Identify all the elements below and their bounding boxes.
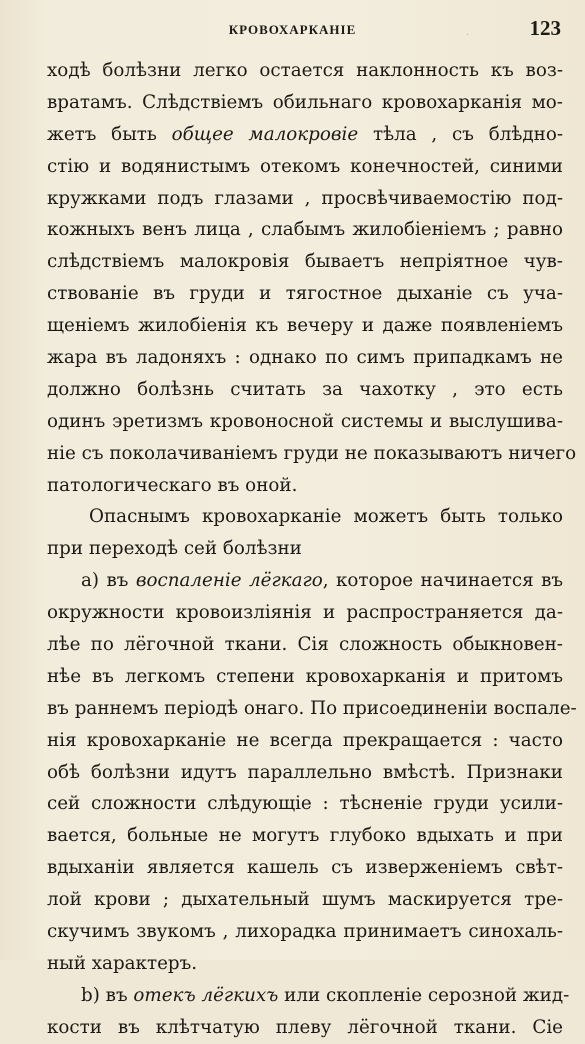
body-text: [47, 55, 577, 1044]
text-line: [47, 693, 577, 725]
text-run: , которое начинается въ: [322, 570, 564, 592]
text-line: [47, 1012, 563, 1044]
text-run: скучимъ звукомъ , лихорадка принимаетъ синохаль-: [47, 921, 563, 943]
text-line: [47, 820, 563, 852]
text-line: [47, 87, 563, 119]
text-run: щеніемъ жилобіенія къ вечеру и даже появленіемъ: [47, 315, 563, 337]
text-run: слѣдствіемъ малокровія бываетъ непріятное чув-: [47, 251, 563, 273]
page-number: 123: [529, 16, 561, 40]
text-run: при переходѣ сей болѣзни: [47, 538, 302, 560]
text-run: кожныхъ венъ лица , слабымъ жилобіеніемъ ; равно: [47, 219, 563, 241]
text-line: [47, 278, 563, 310]
text-run: окружности кровоизліянія и распространяется да-: [47, 602, 563, 624]
text-line: [47, 916, 563, 948]
text-run: a) въ: [81, 570, 136, 592]
text-line: [47, 214, 563, 246]
text-line: [47, 470, 563, 502]
text-line: [47, 151, 563, 183]
italic-term: отекъ лёгкихъ: [133, 984, 279, 1006]
text-run: тѣла , съ блѣдно-: [358, 123, 563, 145]
text-run: кружками подъ глазами , просвѣчиваемостію под-: [47, 187, 563, 209]
text-run: вдыханіи является кашель съ изверженіемъ свѣт-: [47, 857, 563, 879]
text-line: [47, 310, 563, 342]
text-line: [47, 948, 563, 980]
text-line: [47, 597, 563, 629]
text-line: [47, 406, 563, 438]
text-line: [47, 55, 563, 87]
text-run: лой крови ; дыхательный шумъ маскируется тре-: [47, 889, 563, 911]
text-run: одинъ эретизмъ кровоносной системы и выслушива-: [47, 410, 563, 432]
text-line: [47, 438, 577, 470]
text-line: [47, 884, 563, 916]
text-run: стію и водянистымъ отекомъ конечностей, синими: [47, 155, 563, 177]
text-run: сей сложности слѣдующіе : тѣсненіе груди усили-: [47, 793, 563, 815]
text-line: [47, 661, 563, 693]
text-run: въ раннемъ періодѣ онаго. По присоединеніи воспале-: [47, 697, 577, 719]
margin-mark: ·: [466, 30, 470, 41]
text-run: лѣе по лёгочной ткани. Сія сложность обыкновен-: [47, 634, 563, 656]
text-line: [47, 501, 563, 533]
running-title: КРОВОХАРКАНІЕ: [228, 22, 357, 37]
text-run: патологическаго въ оной.: [47, 474, 298, 496]
text-run: обѣ болѣзни идутъ параллельно вмѣстѣ. Признаки: [47, 761, 563, 783]
text-line: [47, 565, 563, 597]
text-line: [47, 533, 563, 565]
text-line: [47, 119, 563, 151]
text-run: ный характеръ.: [47, 952, 198, 974]
text-line: [47, 183, 563, 215]
text-run: жара въ ладоняхъ : однако по симъ припадкамъ не: [47, 347, 563, 369]
text-line: [47, 852, 563, 884]
text-run: ствованіе въ груди и тягостное дыханіе съ уча-: [47, 283, 563, 305]
page-header: [0, 14, 585, 44]
text-line: [47, 246, 563, 278]
text-run: вратамъ. Слѣдствіемъ обильнаго кровохарканія мо-: [47, 91, 563, 113]
text-run: жетъ быть: [47, 123, 172, 145]
text-line: [47, 629, 563, 661]
text-run: b) въ: [81, 984, 134, 1006]
text-run: Опаснымъ кровохарканіе можетъ быть только: [89, 506, 563, 528]
text-run: должно болѣзнь считать за чахотку , это есть: [47, 378, 563, 400]
italic-term: воспаленіе лёгкаго: [135, 570, 323, 592]
text-run: нія кровохарканіе не всегда прекращается : часто: [47, 729, 563, 751]
text-run: ніе съ поколачиваніемъ груди не показываютъ ничего: [47, 442, 577, 464]
text-run: ходѣ болѣзни легко остается наклонность къ воз-: [47, 60, 563, 81]
text-run: вается, больные не могутъ глубоко вдыхать и при: [47, 825, 563, 847]
text-line: [47, 757, 563, 789]
text-line: [47, 725, 563, 757]
text-line: [47, 374, 563, 406]
text-run: или скопленіе серозной жид-: [278, 984, 570, 1006]
text-line: [47, 342, 563, 374]
text-line: [47, 980, 570, 1012]
italic-term: общее малокровіе: [171, 123, 359, 145]
text-run: кости въ клѣтчатую плеву лёгочной ткани. Сіе: [47, 1016, 563, 1038]
text-run: нѣе въ легкомъ степени кровохарканія и притомъ: [47, 665, 563, 687]
text-line: [47, 788, 563, 820]
